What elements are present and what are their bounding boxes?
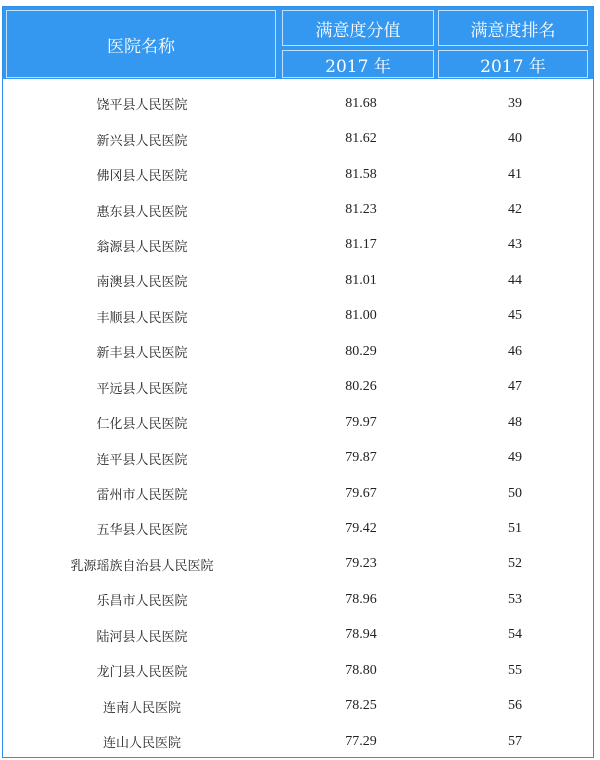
- hospital-name-cell: 连平县人民医院: [96, 452, 188, 468]
- rank-cell: 51: [508, 520, 522, 536]
- rank-cell: 39: [508, 95, 522, 111]
- rank-cell: 42: [508, 202, 522, 218]
- score-cell: 78.80: [345, 662, 377, 678]
- table-row: [3, 440, 593, 475]
- column-subheader-score-year: 2017 年: [282, 50, 434, 78]
- score-cell: 79.97: [345, 414, 377, 430]
- rank-cell: 54: [508, 627, 522, 643]
- table-row: [3, 618, 593, 653]
- table-row: [3, 334, 593, 369]
- table-row: [3, 511, 593, 546]
- score-cell: 79.87: [345, 450, 377, 466]
- table-row: [3, 724, 593, 759]
- hospital-name-cell: 翁源县人民医院: [96, 239, 188, 255]
- score-cell: 81.23: [345, 202, 377, 218]
- column-header-hospital-name: 医院名称: [6, 10, 276, 78]
- table-row: [3, 653, 593, 688]
- score-cell: 78.25: [345, 698, 377, 714]
- score-cell: 78.96: [345, 591, 377, 607]
- table-row: [3, 121, 593, 156]
- score-cell: 81.68: [345, 95, 377, 111]
- table-row: [3, 86, 593, 121]
- rank-cell: 45: [508, 308, 522, 324]
- score-cell: 81.01: [345, 272, 377, 288]
- rank-cell: 46: [508, 343, 522, 359]
- hospital-name-cell: 平远县人民医院: [96, 381, 188, 397]
- column-subheader-rank-year: 2017 年: [438, 50, 588, 78]
- rank-cell: 50: [508, 485, 522, 501]
- hospital-name-cell: 龙门县人民医院: [96, 665, 188, 681]
- rank-cell: 48: [508, 414, 522, 430]
- hospital-name-cell: 仁化县人民医院: [96, 417, 188, 433]
- hospital-name-cell: 陆河县人民医院: [96, 629, 188, 645]
- rank-cell: 44: [508, 272, 522, 288]
- hospital-name-cell: 新兴县人民医院: [96, 133, 188, 149]
- score-cell: 81.58: [345, 166, 377, 182]
- rank-cell: 56: [508, 698, 522, 714]
- hospital-name-cell: 饶平县人民医院: [96, 98, 188, 114]
- score-cell: 77.29: [345, 733, 377, 749]
- table-row: [3, 157, 593, 192]
- table-body: [3, 86, 593, 759]
- hospital-name-cell: 连山人民医院: [102, 736, 181, 752]
- score-cell: 79.23: [345, 556, 377, 572]
- table-row: [3, 299, 593, 334]
- hospital-name-cell: 南澳县人民医院: [96, 275, 188, 291]
- score-cell: 81.62: [345, 131, 377, 147]
- score-cell: 81.17: [345, 237, 377, 253]
- rank-cell: 53: [508, 591, 522, 607]
- score-cell: 78.94: [345, 627, 377, 643]
- hospital-name-cell: 丰顺县人民医院: [96, 310, 188, 326]
- table-row: [3, 263, 593, 298]
- hospital-name-cell: 惠东县人民医院: [96, 204, 188, 220]
- hospital-name-cell: 佛冈县人民医院: [96, 169, 188, 185]
- hospital-name-cell: 乐昌市人民医院: [96, 594, 188, 610]
- rank-cell: 47: [508, 379, 522, 395]
- rank-cell: 43: [508, 237, 522, 253]
- hospital-name-cell: 连南人民医院: [102, 700, 181, 716]
- rank-cell: 57: [508, 733, 522, 749]
- column-header-satisfaction-score: 满意度分值: [282, 10, 434, 46]
- table-row: [3, 370, 593, 405]
- hospital-name-cell: 五华县人民医院: [96, 523, 188, 539]
- rank-cell: 52: [508, 556, 522, 572]
- score-cell: 79.67: [345, 485, 377, 501]
- rank-cell: 40: [508, 131, 522, 147]
- hospital-name-cell: 新丰县人民医院: [96, 346, 188, 362]
- score-cell: 81.00: [345, 308, 377, 324]
- table-row: [3, 582, 593, 617]
- column-header-satisfaction-rank: 满意度排名: [438, 10, 588, 46]
- table-row: [3, 192, 593, 227]
- score-cell: 80.29: [345, 343, 377, 359]
- score-cell: 80.26: [345, 379, 377, 395]
- score-cell: 79.42: [345, 520, 377, 536]
- table-row: [3, 688, 593, 723]
- table-row: [3, 476, 593, 511]
- rank-cell: 41: [508, 166, 522, 182]
- rank-cell: 55: [508, 662, 522, 678]
- rank-cell: 49: [508, 450, 522, 466]
- hospital-name-cell: 乳源瑶族自治县人民医院: [70, 558, 214, 574]
- hospital-name-cell: 雷州市人民医院: [96, 488, 188, 504]
- table-row: [3, 228, 593, 263]
- table-row: [3, 405, 593, 440]
- table-row: [3, 547, 593, 582]
